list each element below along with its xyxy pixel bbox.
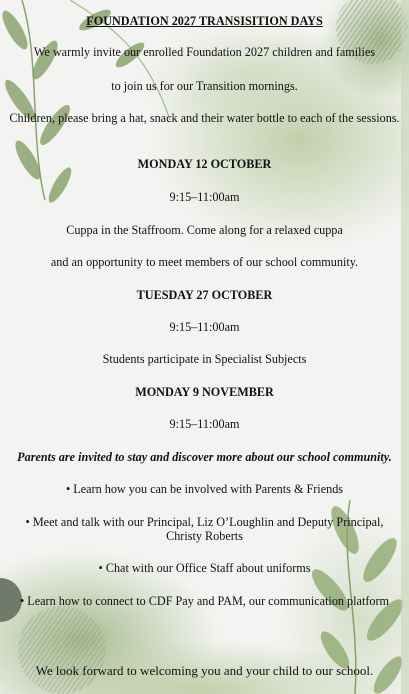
- bullet-meet-principal: • Meet and talk with our Principal, Liz O’Loughlin and Deputy Principal, Christy Roberts: [25, 515, 384, 543]
- flyer-title: FOUNDATION 2027 TRANSISITION DAYS: [86, 14, 323, 28]
- parents-note: Parents are invited to stay and discover more about our school community.: [17, 450, 392, 464]
- session-2-description: Students participate in Specialist Subjects: [102, 352, 307, 366]
- intro-line-1: We warmly invite our enrolled Foundation 2027 children and families: [33, 45, 376, 59]
- session-1-description-cont: and an opportunity to meet members of our school community.: [50, 255, 359, 269]
- session-2-time: 9:15–11:00am: [169, 320, 240, 334]
- closing-line: We look forward to welcoming you and your child to our school.: [35, 663, 374, 678]
- session-1-date: MONDAY 12 OCTOBER: [137, 157, 272, 171]
- intro-line-3: Children, please bring a hat, snack and their water bottle to each of the sessions.: [9, 111, 400, 125]
- session-1-description: Cuppa in the Staffroom. Come along for a relaxed cuppa: [66, 223, 343, 237]
- intro-line-2: to join us for our Transition mornings.: [111, 79, 298, 93]
- session-1-time: 9:15–11:00am: [169, 190, 240, 204]
- session-3-date: MONDAY 9 NOVEMBER: [135, 385, 274, 399]
- bullet-uniforms: • Chat with our Office Staff about uniforms: [98, 561, 311, 575]
- bullet-parents-friends: • Learn how you can be involved with Parents & Friends: [65, 482, 344, 496]
- bullet-cdf-pay: • Learn how to connect to CDF Pay and PAM, our communication platform: [19, 594, 390, 608]
- session-2-date: TUESDAY 27 OCTOBER: [136, 288, 273, 302]
- session-3-time: 9:15–11:00am: [169, 417, 240, 431]
